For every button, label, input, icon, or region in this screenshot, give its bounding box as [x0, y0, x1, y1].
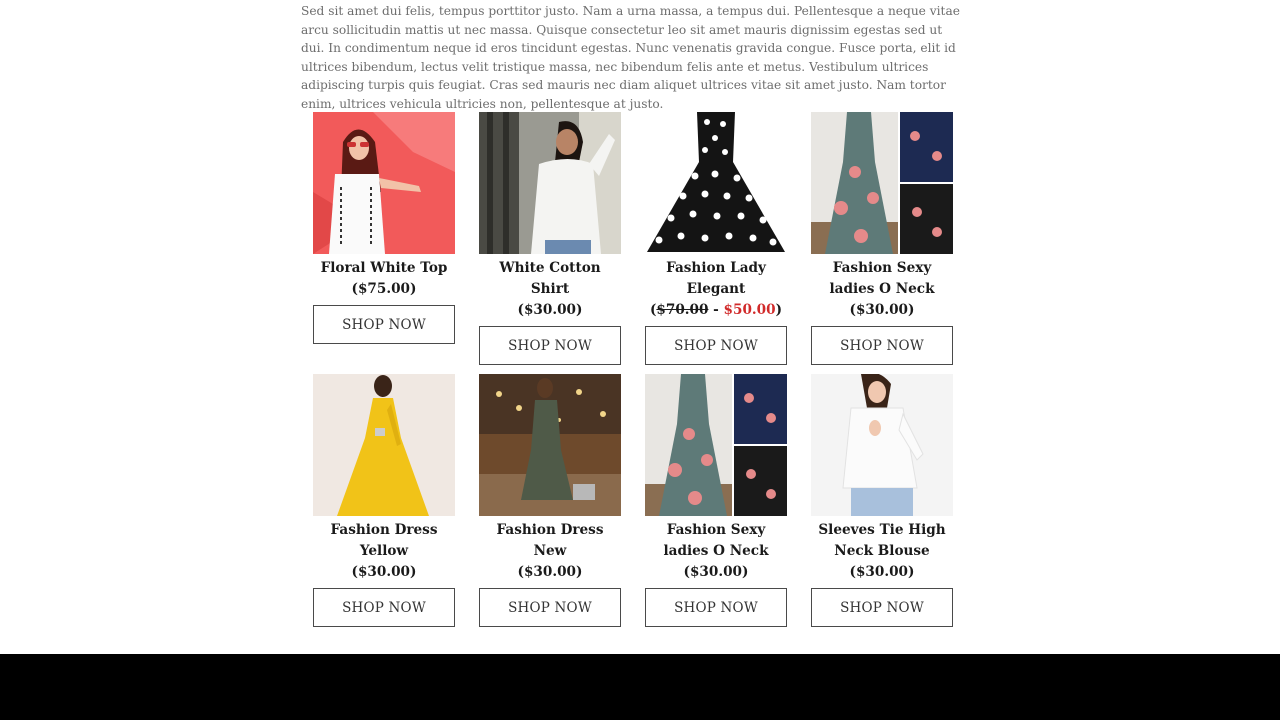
product-image-floral-white-top[interactable]: [313, 112, 455, 254]
product-card: [645, 374, 787, 627]
product-image-sleeves-tie-high-neck-blouse[interactable]: [811, 374, 953, 516]
sale-price: $50.00: [723, 302, 776, 318]
product-image-fashion-sexy-ladies-o-neck-2[interactable]: [645, 374, 787, 516]
product-card: [811, 112, 953, 365]
product-title: Fashion Sexy ladies O Neck ($30.00): [829, 260, 935, 318]
product-title: Sleeves Tie High Neck Blouse ($30.00): [818, 522, 946, 580]
shop-now-button[interactable]: SHOP NOW: [313, 588, 455, 627]
product-image-fashion-dress-new[interactable]: [479, 374, 621, 516]
product-image-fashion-dress-yellow[interactable]: [313, 374, 455, 516]
shop-now-button[interactable]: SHOP NOW: [811, 326, 953, 365]
product-title: Fashion Dress New ($30.00): [496, 522, 604, 580]
product-card: [479, 374, 621, 627]
intro-paragraph: Sed sit amet dui felis, tempus porttitor justo. Nam a urna massa, a tempus dui. Pellentesque a neque vitae arcu sollicitudin mattis ut nec massa. Quisque consectetur leo sit amet mauris dignissim egestas sed ut dui. In condimentum neque id eros tincidunt egestas. Nunc venenatis gravida congue. Fusce porta, elit id ultrices bibendum, lectus velit tristique massa, nec bibendum felis ante et metus. Vestibulum ultrices adipiscing turpis quis feugiat. Cras sed mauris nec diam aliquet ultrices vitae sit amet justo. Nam tortor enim, ultrices vehicula ultricies non, pellentesque at justo.: [301, 4, 960, 111]
product-card: [313, 374, 455, 627]
shop-now-button[interactable]: SHOP NOW: [811, 588, 953, 627]
product-title: Fashion Dress Yellow ($30.00): [330, 522, 438, 580]
shop-now-button[interactable]: SHOP NOW: [645, 588, 787, 627]
product-image-white-cotton-shirt[interactable]: [479, 112, 621, 254]
shop-now-button[interactable]: SHOP NOW: [479, 326, 621, 365]
shop-now-button[interactable]: SHOP NOW: [313, 305, 455, 344]
product-image-fashion-sexy-ladies-o-neck[interactable]: [811, 112, 953, 254]
product-title: Fashion Sexy ladies O Neck ($30.00): [663, 522, 769, 580]
product-image-fashion-lady-elegant[interactable]: [645, 112, 787, 254]
old-price: $70.00: [656, 302, 709, 318]
product-card: [479, 112, 621, 365]
product-title: Floral White Top ($75.00): [320, 260, 448, 297]
shop-now-button[interactable]: SHOP NOW: [645, 326, 787, 365]
product-card: [811, 374, 953, 627]
product-card: [313, 112, 455, 344]
product-card: [645, 112, 787, 365]
product-title: White Cotton Shirt ($30.00): [499, 260, 601, 318]
bottom-bar: [0, 654, 1280, 720]
shop-now-button[interactable]: SHOP NOW: [479, 588, 621, 627]
product-title: Fashion Lady Elegant ($70.00 - $50.00): [649, 260, 783, 318]
